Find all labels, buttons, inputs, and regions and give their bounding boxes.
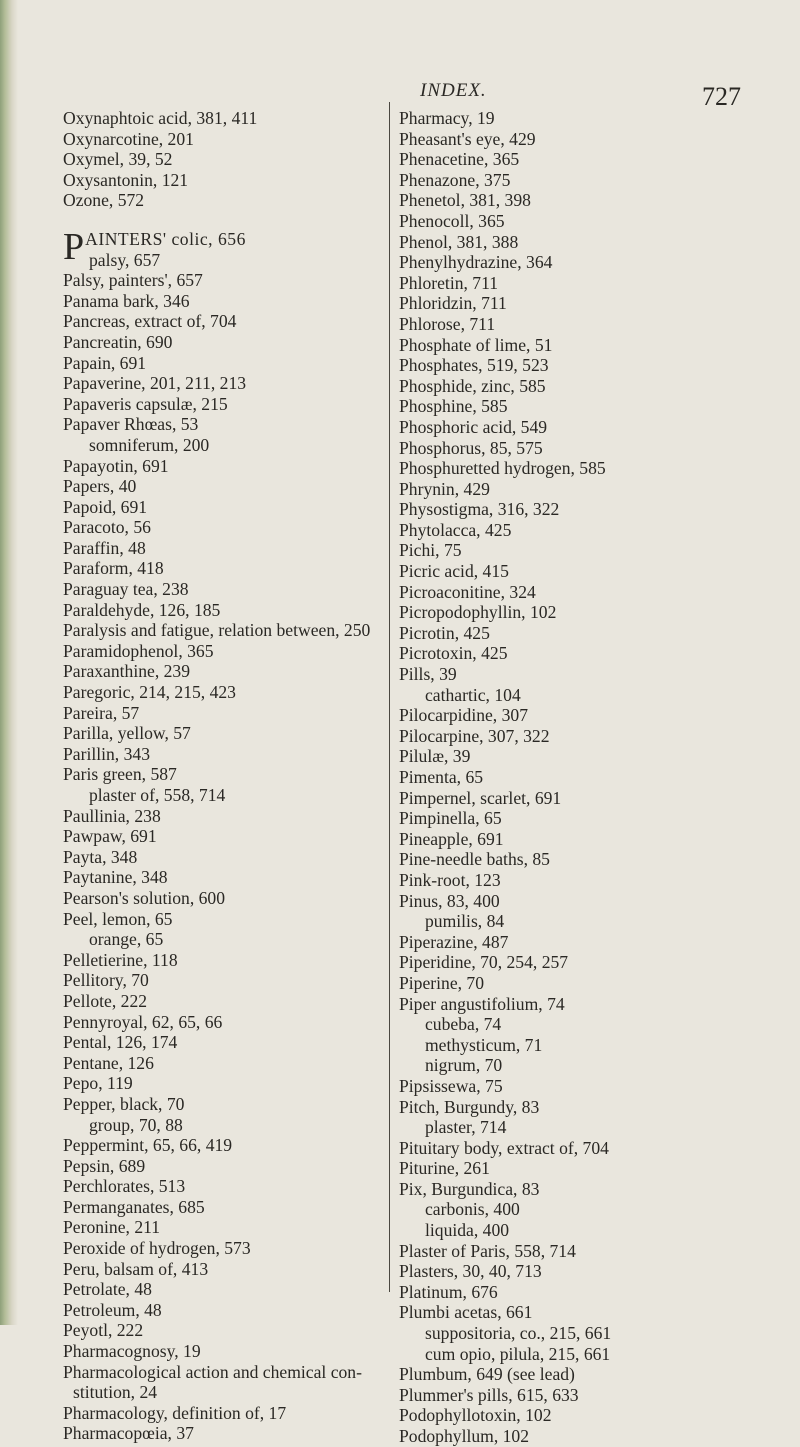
index-entry: cum opio, pilula, 215, 661 xyxy=(425,1343,611,1364)
index-column-left xyxy=(63,108,393,1444)
index-entry: Paraldehyde, 126, 185 xyxy=(63,599,221,620)
index-entry: Phosphuretted hydrogen, 585 xyxy=(399,458,606,479)
index-entry: Phenazone, 375 xyxy=(399,169,511,190)
index-entry: Oxymel, 39, 52 xyxy=(63,149,173,170)
index-entry: Peru, balsam of, 413 xyxy=(63,1258,209,1279)
index-entry: Piperidine, 70, 254, 257 xyxy=(399,952,569,973)
index-entry: Paregoric, 214, 215, 423 xyxy=(63,682,236,703)
index-entry: Pitch, Burgundy, 83 xyxy=(399,1096,540,1117)
index-entry: Pharmacological action and chemical con- xyxy=(63,1361,362,1382)
index-entry: Phytolacca, 425 xyxy=(399,519,512,540)
index-entry: Phenetol, 381, 398 xyxy=(399,190,531,211)
index-entry: carbonis, 400 xyxy=(425,1199,520,1220)
index-entry: Parilla, yellow, 57 xyxy=(63,723,191,744)
index-entry: Paytanine, 348 xyxy=(63,867,168,888)
section-second-entry: palsy, 657 xyxy=(89,249,161,270)
index-entry: Panama bark, 346 xyxy=(63,290,190,311)
index-entry: orange, 65 xyxy=(89,929,164,950)
index-entry: Paraguay tea, 238 xyxy=(63,579,189,600)
index-entry: Podophyllotoxin, 102 xyxy=(399,1405,552,1426)
index-entry: Phlorose, 711 xyxy=(399,313,496,334)
index-entry: Peel, lemon, 65 xyxy=(63,908,173,929)
index-entry: Plaster of Paris, 558, 714 xyxy=(399,1240,576,1261)
index-entry: Pimpernel, scarlet, 691 xyxy=(399,787,562,808)
index-entry: Pimenta, 65 xyxy=(399,767,484,787)
index-entry: cathartic, 104 xyxy=(425,684,521,705)
index-entry: Papers, 40 xyxy=(63,476,137,497)
index-entry: Pharmacopœia, 37 xyxy=(63,1423,194,1444)
index-entry: pumilis, 84 xyxy=(425,911,505,932)
page-binding-edge xyxy=(0,0,18,1325)
index-entry: Pharmacognosy, 19 xyxy=(63,1341,201,1362)
index-entry: Pink-root, 123 xyxy=(399,869,501,890)
section-first-entry: AINTERS' colic, 656 xyxy=(85,228,246,249)
index-entry: Pental, 126, 174 xyxy=(63,1032,178,1053)
index-entry: Pelletierine, 118 xyxy=(63,949,178,970)
index-entry: Paraxanthine, 239 xyxy=(63,661,191,682)
index-entry: Pellote, 222 xyxy=(63,990,148,1011)
running-title: INDEX. xyxy=(420,80,487,101)
index-entry: Petroleum, 48 xyxy=(63,1299,162,1320)
index-entry: Pawpaw, 691 xyxy=(63,826,157,847)
index-entry: Papoid, 691 xyxy=(63,496,148,517)
index-entry: Paralysis and fatigue, relation between, 250 xyxy=(63,620,371,641)
index-entry: Pareira, 57 xyxy=(63,702,140,723)
index-entry: Papaverine, 201, 211, 213 xyxy=(63,373,247,394)
page-header xyxy=(0,80,800,110)
index-entry: Piperine, 70 xyxy=(399,972,485,993)
index-entry: Phosphoric acid, 549 xyxy=(399,416,548,437)
index-entry: Plumbum, 649 (see lead) xyxy=(399,1364,575,1385)
index-entry: Pellitory, 70 xyxy=(63,970,149,991)
index-entry: Phosphates, 519, 523 xyxy=(399,355,549,376)
index-entry: Pilocarpine, 307, 322 xyxy=(399,725,550,746)
left-pre-entries xyxy=(63,108,393,211)
index-entry: Papain, 691 xyxy=(63,352,147,373)
index-entry: Plasters, 30, 40, 713 xyxy=(399,1261,542,1282)
index-entry: Payta, 348 xyxy=(63,846,138,867)
index-entry: Picric acid, 415 xyxy=(399,561,509,582)
index-entry: Phenylhydrazine, 364 xyxy=(399,252,553,273)
index-entry: Paraffin, 48 xyxy=(63,537,146,558)
index-entry: Pennyroyal, 62, 65, 66 xyxy=(63,1011,223,1032)
index-entry: Oxysantonin, 121 xyxy=(63,169,189,190)
index-entry: Phloretin, 711 xyxy=(399,272,499,293)
index-entry: Pineapple, 691 xyxy=(399,828,504,849)
index-entry: Petrolate, 48 xyxy=(63,1279,152,1300)
index-entry: Pheasant's eye, 429 xyxy=(399,128,536,149)
index-entry: Phloridzin, 711 xyxy=(399,293,507,314)
index-entry: Palsy, painters', 657 xyxy=(63,270,203,291)
index-entry: Peroxide of hydrogen, 573 xyxy=(63,1238,251,1259)
index-entry: Peppermint, 65, 66, 419 xyxy=(63,1135,233,1156)
index-entry: Oxynarcotine, 201 xyxy=(63,128,194,149)
index-column-right xyxy=(399,108,749,1447)
index-entry: Physostigma, 316, 322 xyxy=(399,499,560,520)
index-entry: Paris green, 587 xyxy=(63,764,177,785)
index-entry: nigrum, 70 xyxy=(425,1055,503,1076)
index-entry: Pepsin, 689 xyxy=(63,1155,146,1176)
index-entry: Podophyllum, 102 xyxy=(399,1426,530,1446)
index-entry: Piper angustifolium, 74 xyxy=(399,993,565,1014)
index-entry: Pilocarpidine, 307 xyxy=(399,705,528,726)
index-entry: Peronine, 211 xyxy=(63,1217,161,1238)
index-entry: plaster of, 558, 714 xyxy=(89,785,226,805)
index-entry: group, 70, 88 xyxy=(89,1114,183,1135)
section-drop-cap: P xyxy=(63,225,85,268)
index-entry: Pipsissewa, 75 xyxy=(399,1075,503,1096)
index-entry: Phenol, 381, 388 xyxy=(399,231,519,252)
index-entry: Papaver Rhœas, 53 xyxy=(63,414,199,435)
index-entry: Parillin, 343 xyxy=(63,743,150,764)
index-entry: Pancreas, extract of, 704 xyxy=(63,311,237,332)
section-p-heading xyxy=(63,211,393,270)
page-number: 727 xyxy=(702,82,741,111)
index-entry: Pix, Burgundica, 83 xyxy=(399,1178,540,1199)
index-entry: somniferum, 200 xyxy=(89,434,210,455)
index-entry: methysticum, 71 xyxy=(425,1034,543,1055)
index-entry: Phrynin, 429 xyxy=(399,478,490,499)
left-entries xyxy=(63,270,393,1444)
index-entry: Pancreatin, 690 xyxy=(63,331,173,352)
index-entry: Picroaconitine, 324 xyxy=(399,581,536,602)
index-entry: Pearson's solution, 600 xyxy=(63,887,226,908)
index-entry: Pills, 39 xyxy=(399,664,457,685)
index-entry: Pentane, 126 xyxy=(63,1052,154,1073)
index-entry: Picrotoxin, 425 xyxy=(399,643,508,664)
index-entry: Paullinia, 238 xyxy=(63,805,161,826)
right-entries xyxy=(399,108,749,1447)
index-entry: Pilulæ, 39 xyxy=(399,746,471,767)
index-entry: Phenocoll, 365 xyxy=(399,210,505,231)
index-entry: Pine-needle baths, 85 xyxy=(399,849,550,870)
index-entry: suppositoria, co., 215, 661 xyxy=(425,1323,612,1344)
index-entry: Peyotl, 222 xyxy=(63,1320,144,1341)
index-entry: plaster, 714 xyxy=(425,1117,507,1138)
index-entry: Oxynaphtoic acid, 381, 411 xyxy=(63,108,258,128)
index-entry: Papayotin, 691 xyxy=(63,455,169,476)
index-entry: Perchlorates, 513 xyxy=(63,1176,186,1197)
index-entry: cubeba, 74 xyxy=(425,1014,502,1035)
index-entry: Pichi, 75 xyxy=(399,540,462,561)
index-entry: Platinum, 676 xyxy=(399,1281,498,1302)
index-entry: Pepo, 119 xyxy=(63,1073,133,1094)
index-entry: Pharmacy, 19 xyxy=(399,108,495,128)
index-entry: Piperazine, 487 xyxy=(399,931,509,952)
index-entry: Paramidophenol, 365 xyxy=(63,640,214,661)
index-entry: Papaveris capsulæ, 215 xyxy=(63,393,228,414)
index-entry: Pimpinella, 65 xyxy=(399,808,502,829)
index-entry: Plummer's pills, 615, 633 xyxy=(399,1384,579,1405)
index-entry: Piturine, 261 xyxy=(399,1158,490,1179)
index-entry: Paraform, 418 xyxy=(63,558,164,579)
index-entry: Picropodophyllin, 102 xyxy=(399,602,557,623)
index-entry: liquida, 400 xyxy=(425,1220,510,1241)
index-entry: Pituitary body, extract of, 704 xyxy=(399,1137,609,1158)
index-entry: Paracoto, 56 xyxy=(63,517,151,538)
index-entry: Phosphide, zinc, 585 xyxy=(399,375,546,396)
index-entry: Phosphine, 585 xyxy=(399,396,508,417)
index-entry: Picrotin, 425 xyxy=(399,622,490,643)
index-entry: Ozone, 572 xyxy=(63,190,145,211)
index-entry: stitution, 24 xyxy=(73,1382,158,1403)
index-entry: Phosphorus, 85, 575 xyxy=(399,437,543,458)
index-entry: Phosphate of lime, 51 xyxy=(399,334,553,355)
index-entry: Pharmacology, definition of, 17 xyxy=(63,1402,287,1423)
index-entry: Phenacetine, 365 xyxy=(399,149,520,170)
index-entry: Pepper, black, 70 xyxy=(63,1093,185,1114)
index-entry: Permanganates, 685 xyxy=(63,1196,205,1217)
index-entry: Plumbi acetas, 661 xyxy=(399,1302,533,1323)
index-entry: Pinus, 83, 400 xyxy=(399,890,500,911)
